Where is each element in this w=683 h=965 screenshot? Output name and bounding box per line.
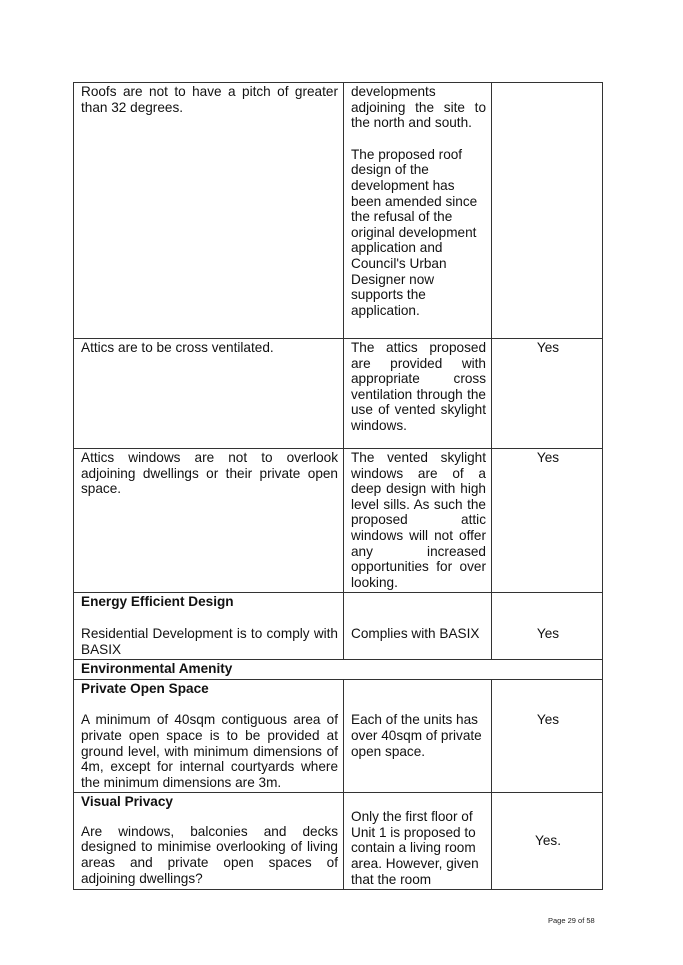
section-heading: Energy Efficient Design (74, 593, 344, 612)
control-cell (74, 612, 344, 660)
comment-text: Only the first floor of Unit 1 is proposed to contain a living room area. However, given that the room (351, 809, 479, 887)
control-text: Are windows, balconies and decks designed to minimise overlooking of living areas and private open spaces of adjoining dwellings? (81, 823, 338, 886)
table-row (74, 339, 603, 449)
control-text: Attics windows are not to overlook adjoining dwellings or their private open space. (81, 450, 338, 497)
section-heading: Environmental Amenity (74, 660, 603, 680)
comment-text: The proposed roof design of the development has been amended since the refusal of the original development application and Council's Urban Designer now supports the application. (351, 146, 478, 318)
comment-cell (344, 449, 492, 593)
table-row (74, 83, 603, 339)
compliance-cell: Yes (492, 339, 603, 449)
table-row (74, 612, 603, 660)
comment-cell (344, 83, 492, 339)
control-cell (74, 339, 344, 449)
table-row (74, 449, 603, 593)
comment-cell (344, 793, 492, 890)
comment-text: The vented skylight windows are of a deep design with high level sills. As such the proposed attic windows will not offer any increased opportunities for over looking. (351, 450, 486, 590)
comment-text: The attics proposed are provided with appropriate cross ventilation through the use of vented skylight windows. (351, 340, 486, 433)
comment-cell (344, 339, 492, 449)
control-text: Attics are to be cross ventilated. (81, 340, 274, 355)
table-row (74, 660, 603, 680)
control-cell (74, 698, 344, 792)
table-row (74, 679, 603, 698)
comment-text: developments adjoining the site to the north and south. (351, 84, 486, 131)
compliance-cell: Yes (492, 698, 603, 792)
control-cell (74, 83, 344, 339)
comment-cell (344, 698, 492, 792)
compliance-table (73, 82, 603, 890)
page-number: Page 29 of 58 (548, 916, 595, 925)
control-text: A minimum of 40sqm contiguous area of private open space is to be provided at ground level, with minimum dimensions of 4m, except for internal courtyards where the minimum dimensions are 3m. (81, 712, 338, 790)
section-heading: Visual Privacy (81, 794, 173, 810)
compliance-cell (492, 593, 603, 612)
comment-text: Each of the units has over 40sqm of private open space. (351, 712, 482, 759)
compliance-cell: Yes. (492, 793, 603, 890)
table-row (74, 593, 603, 612)
compliance-cell (492, 83, 603, 339)
control-cell (74, 793, 344, 890)
comment-cell (344, 593, 492, 612)
compliance-cell (492, 679, 603, 698)
control-text: Roofs are not to have a pitch of greater than 32 degrees. (81, 84, 338, 115)
table-row (74, 698, 603, 792)
compliance-cell: Yes (492, 449, 603, 593)
comment-cell (344, 612, 492, 660)
table-row (74, 793, 603, 890)
compliance-cell: Yes (492, 612, 603, 660)
control-cell (74, 449, 344, 593)
control-text: Residential Development is to comply with BASIX (81, 625, 338, 657)
section-heading: Private Open Space (74, 679, 344, 698)
comment-text: Complies with BASIX (351, 625, 480, 641)
comment-cell (344, 679, 492, 698)
